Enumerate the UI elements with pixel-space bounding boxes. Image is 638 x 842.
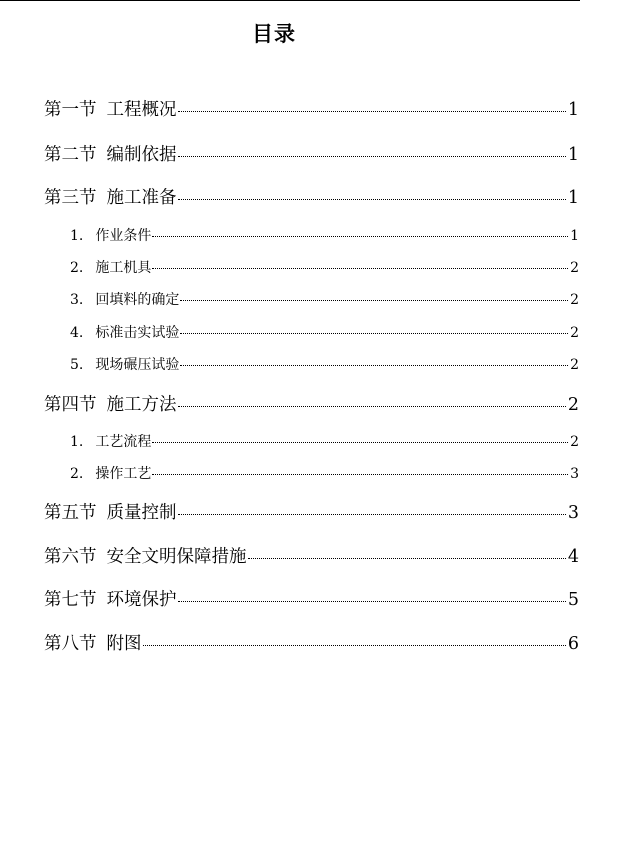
toc-entry[interactable] [44,391,579,416]
toc-leader-dots [152,236,568,237]
toc-entry-number: 1. [70,228,84,244]
toc-leader-dots [152,442,568,443]
toc-entry-number: 2. [70,466,84,482]
toc-entry-number: 第八节 [44,634,97,654]
toc-entry-label: 施工方法 [106,395,177,415]
toc-entry-number: 5. [70,357,84,373]
toc-entry-label: 质量控制 [106,503,177,523]
toc-entry[interactable] [44,499,579,524]
toc-entry-label: 回填料的确定 [95,292,180,308]
toc-entry-label: 附图 [106,634,142,654]
toc-subentry[interactable] [70,463,579,483]
toc-entry-number: 2. [70,260,84,276]
toc-entry-label: 施工机具 [95,260,152,276]
toc-leader-dots [180,333,568,334]
toc-entry-page: 2 [570,325,579,341]
toc-leader-dots [178,514,566,515]
toc-entry[interactable] [44,543,579,568]
toc-entry-label: 操作工艺 [95,466,152,482]
toc-entry-number: 3. [70,292,84,308]
toc-entry-label: 环境保护 [106,590,177,610]
toc-leader-dots [152,268,568,269]
toc-entry-page: 1 [567,100,579,120]
toc-entry[interactable] [44,630,579,655]
toc-entry-page: 4 [567,547,579,567]
toc-entry-number: 第二节 [44,145,97,165]
toc-entry-number: 第三节 [44,188,97,208]
toc-leader-dots [152,474,568,475]
toc-leader-dots [248,558,566,559]
toc-entry-number: 第一节 [44,100,97,120]
toc-entry-label: 作业条件 [95,228,152,244]
page-title: 目录 [252,22,296,46]
toc-entry-page: 3 [570,466,579,482]
toc-entry-number: 第五节 [44,503,97,523]
toc-entry-number: 第六节 [44,547,97,567]
toc-entry-number: 第七节 [44,590,97,610]
toc-entry-page: 2 [570,260,579,276]
toc-subentry[interactable] [70,257,579,277]
toc-entry-page: 5 [567,590,579,610]
toc-leader-dots [178,406,566,407]
toc-entry-page: 2 [570,292,579,308]
toc-subentry[interactable] [70,354,579,374]
toc-subentry[interactable] [70,322,579,342]
toc-entry-number: 4. [70,325,84,341]
toc-entry-label: 施工准备 [106,188,177,208]
toc-subentry[interactable] [70,225,579,245]
toc-entry-page: 2 [570,357,579,373]
toc-leader-dots [180,300,568,301]
toc-subentry[interactable] [70,289,579,309]
toc-entry-label: 安全文明保障措施 [106,547,247,567]
toc-entry-page: 2 [570,434,579,450]
toc-entry[interactable] [44,586,579,611]
toc-entry-page: 2 [567,395,579,415]
toc-leader-dots [178,156,566,157]
toc-entry-label: 工艺流程 [95,434,152,450]
toc-entry[interactable] [44,96,579,121]
toc-entry-number: 第四节 [44,395,97,415]
toc-entry[interactable] [44,184,579,209]
toc-leader-dots [178,199,566,200]
toc-entry-label: 工程概况 [106,100,177,120]
toc-subentry[interactable] [70,431,579,451]
toc-entry-label: 现场碾压试验 [95,357,180,373]
toc-entry-page: 1 [570,228,579,244]
toc-entry[interactable] [44,141,579,166]
toc-entry-number: 1. [70,434,84,450]
toc-leader-dots [180,365,568,366]
toc-entry-page: 3 [567,503,579,523]
toc-leader-dots [178,601,566,602]
toc-entry-label: 编制依据 [106,145,177,165]
toc-leader-dots [143,645,566,646]
toc-entry-page: 1 [567,145,579,165]
toc-entry-page: 6 [567,634,579,654]
toc-leader-dots [178,111,566,112]
toc-entry-page: 1 [567,188,579,208]
toc-entry-label: 标准击实试验 [95,325,180,341]
